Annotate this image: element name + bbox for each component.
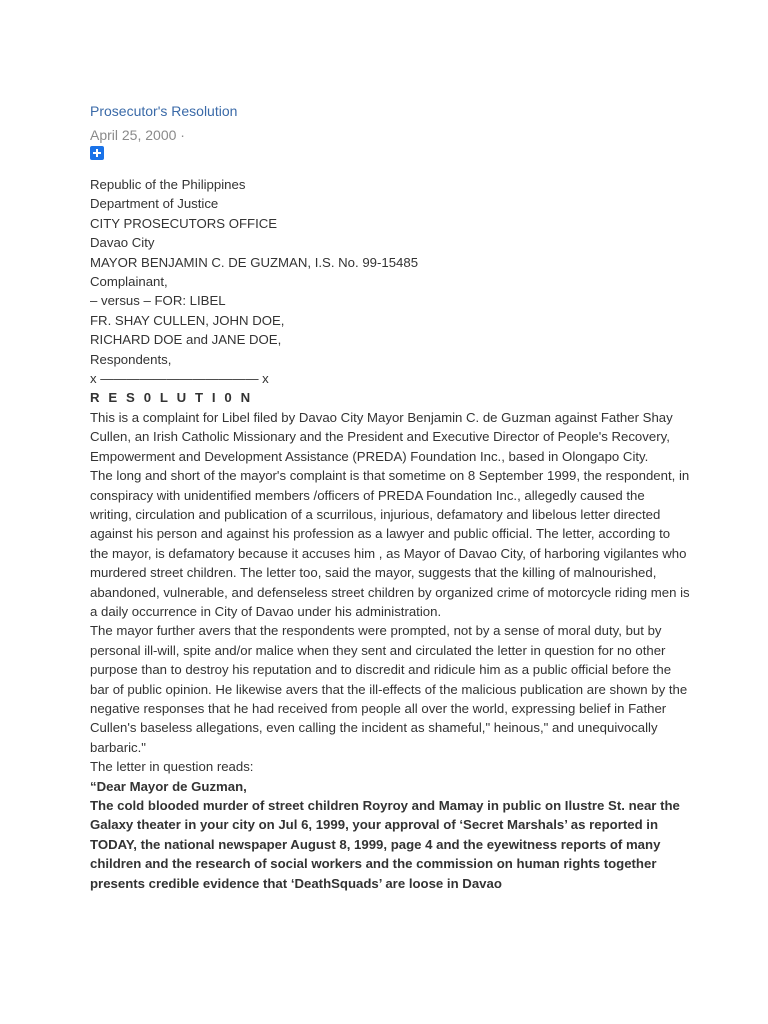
paragraph: The letter in question reads: — [90, 759, 254, 775]
header-line: Complainant, — [90, 274, 168, 290]
paragraph: This is a complaint for Libel filed by Davao City Mayor Benjamin C. de Guzman against Father Shay Cullen, an Irish Catholic Missionary and the President and Executive Director of People's Recovery, Empowerment and Development Assistance (PREDA) Foundation Inc., based in Olongapo City. — [90, 409, 673, 464]
post-date: April 25, 2000 · — [90, 127, 185, 143]
letter-salutation: “Dear Mayor de Guzman, — [90, 778, 247, 794]
header-line: FR. SHAY CULLEN, JOHN DOE, — [90, 312, 285, 328]
header-line: – versus – FOR: LIBEL — [90, 293, 226, 309]
header-line: Republic of the Philippines — [90, 177, 246, 192]
header-line: Davao City — [90, 235, 155, 251]
resolution-text — [90, 175, 690, 893]
resolution-heading: R E S 0 L U T I 0 N — [90, 390, 253, 406]
separator-line: x ———————————— x — [90, 371, 269, 387]
header-line: Department of Justice — [90, 196, 219, 212]
plus-square-icon[interactable] — [90, 146, 104, 160]
header-line: CITY PROSECUTORS OFFICE — [90, 215, 278, 231]
header-line: RICHARD DOE and JANE DOE, — [90, 332, 282, 348]
letter-body: The cold blooded murder of street children Royroy and Mamay in public on Ilustre St. near the Galaxy theater in your city on Jul 6, 1999, your approval of ‘Secret Marshals’ as reported in TODAY, the national newspaper August 8, 1999, page 4 and the eyewitness reports of many children and the research of social workers and the commission on human rights together presents credible evidence that ‘DeathSquads’ are loose in Davao — [90, 798, 680, 891]
paragraph: The long and short of the mayor's complaint is that sometime on 8 September 1999, the respondent, in conspiracy with unidentified members /officers of PREDA Foundation Inc., allegedly caused the writing, circulation and publication of a scurrilous, injurious, defamatory and libelous letter directed against his person and against his profession as a lawyer and public official. The letter, according to the mayor, is defamatory because it accuses him , as Mayor of Davao City, of harboring vigilantes who murdered street children. The letter too, said the mayor, suggests that the killing of malnourished, abandoned, vulnerable, and defenseless street children by organized crime of motorcycle riding men is a daily occurrence in City of Davao under his administration. — [90, 468, 690, 619]
header-line: MAYOR BENJAMIN C. DE GUZMAN, I.S. No. 99-15485 — [90, 254, 419, 270]
paragraph: The mayor further avers that the respondents were prompted, not by a sense of moral duty, but by personal ill-will, spite and/or malice when they sent and circulated the letter in question for no other purpose than to destroy his reputation and to discredit and ridicule him as a public official before the bar of public opinion. He likewise avers that the ill-effects of the malicious publication are shown by the negative responses that he had received from people all over the world, expressing belief in Father Cullen's baseless allegations, even calling the incident as shameful," heinous," and unequivocally barbaric." — [90, 623, 688, 755]
post-content — [90, 101, 690, 893]
post-title-link[interactable]: Prosecutor's Resolution — [90, 103, 238, 119]
header-line: Respondents, — [90, 351, 172, 367]
